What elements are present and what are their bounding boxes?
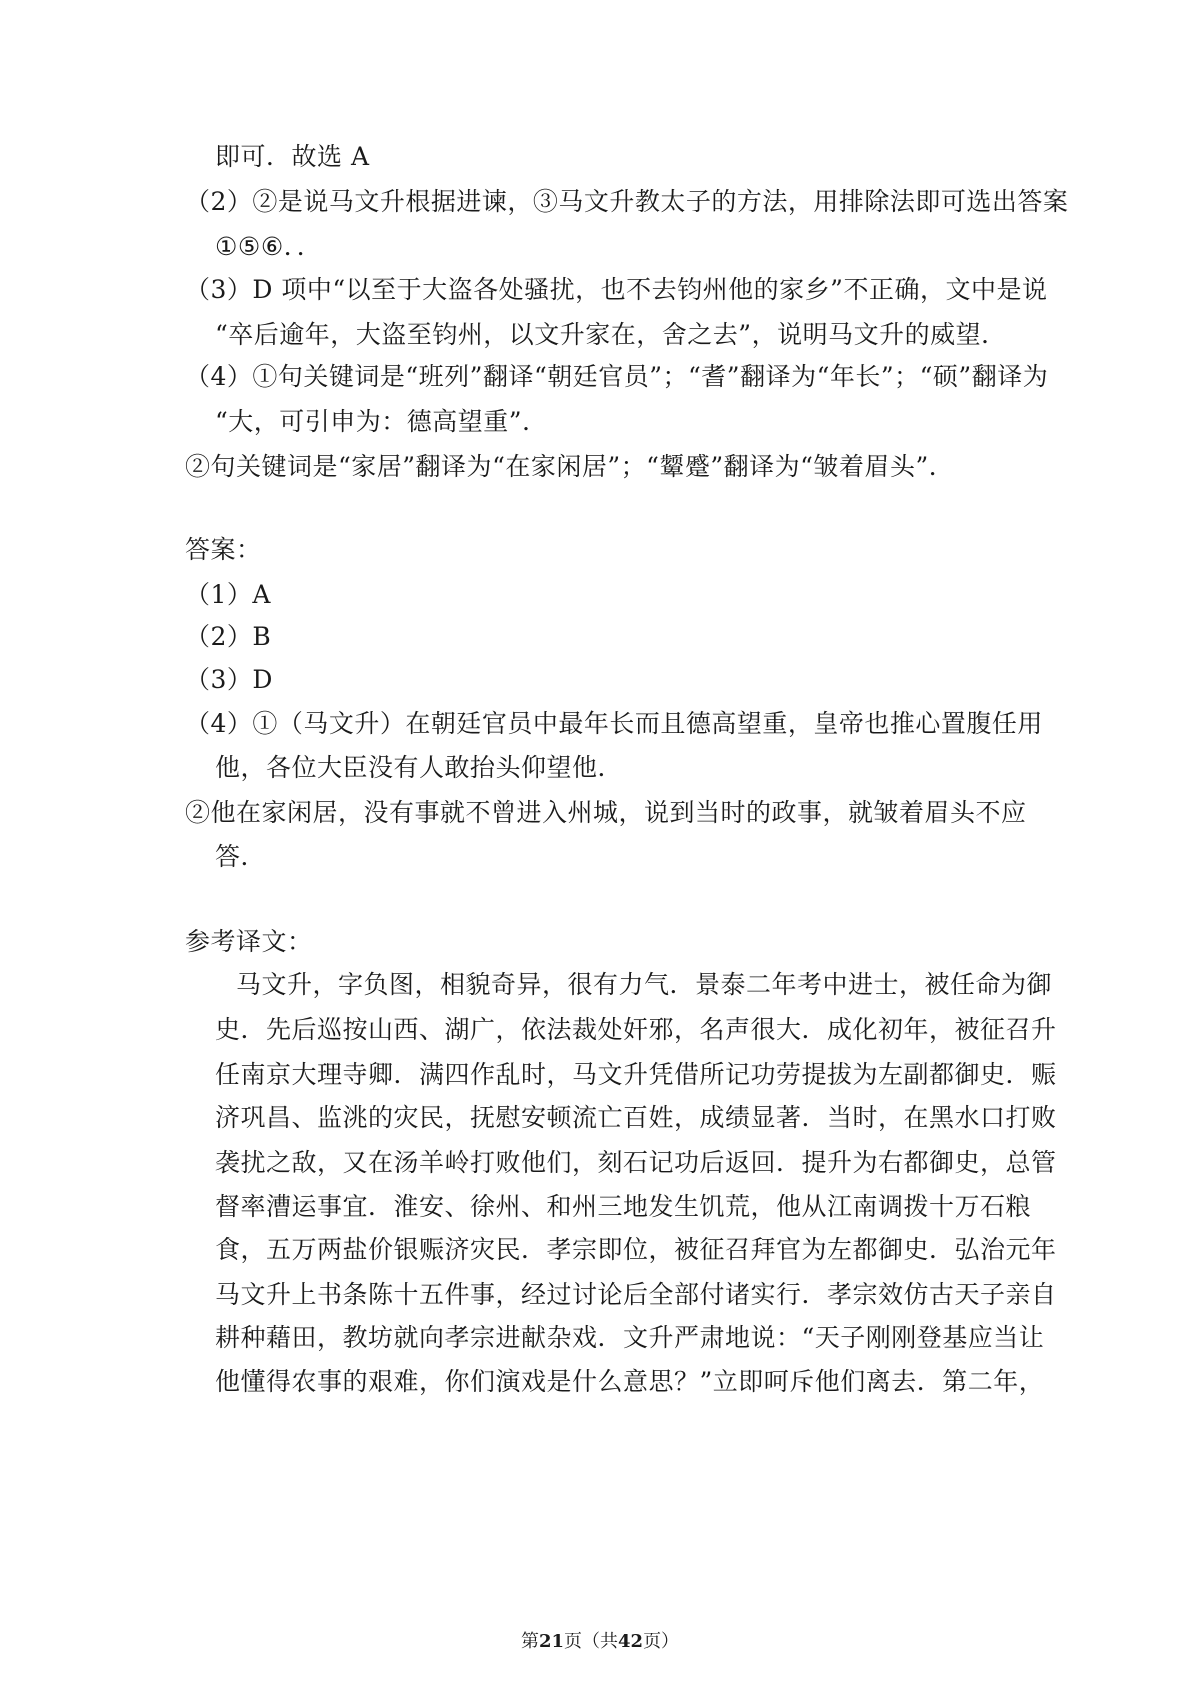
translation-line: 督率漕运事宜．淮安、徐州、和州三地发生饥荒，他从江南调拨十万石粮	[215, 1192, 1032, 1221]
page-number: 21	[538, 1631, 564, 1652]
analysis-line: ②句关键词是“家居”翻译为“在家闲居”；“颦蹙”翻译为“皱着眉头”．	[185, 452, 955, 481]
analysis-item-2: （2）②是说马文升根据进谏，③马文升教太子的方法，用排除法即可选出答案	[185, 187, 1069, 216]
translation-line: 马文升上书条陈十五件事，经过讨论后全部付诸实行．孝宗效仿古天子亲自	[215, 1280, 1057, 1309]
analysis-line: “大，可引申为：德高望重”．	[215, 407, 548, 436]
answer-line: 答．	[215, 842, 267, 871]
answer-item-4: （4）①（马文升）在朝廷官员中最年长而且德高望重，皇帝也推心置腹任用	[185, 709, 1043, 738]
analysis-line: ①⑤⑥．．	[215, 232, 323, 261]
translation-line: 他懂得农事的艰难，你们演戏是什么意思？”立即呵斥他们离去．第二年，	[215, 1367, 1045, 1396]
answer-line: ②他在家闲居，没有事就不曾进入州城，说到当时的政事，就皱着眉头不应	[185, 798, 1027, 827]
analysis-line: “卒后逾年，大盗至钧州，以文升家在，舍之去”，说明马文升的威望．	[215, 320, 1007, 349]
footer-suffix: 页）	[643, 1631, 680, 1652]
translation-heading: 参考译文：	[185, 927, 313, 956]
page-footer	[0, 1630, 1200, 1654]
translation-line: 耕种藉田，教坊就向孝宗进献杂戏．文升严肃地说：“天子刚刚登基应当让	[215, 1323, 1045, 1352]
translation-line: 济巩昌、监洮的灾民，抚慰安顿流亡百姓，成绩显著．当时，在黑水口打败	[215, 1103, 1057, 1132]
answer-item-3: （3）D	[185, 665, 273, 694]
analysis-item-3: （3）D 项中“以至于大盗各处骚扰，也不去钧州他的家乡”不正确，文中是说	[185, 275, 1048, 304]
answer-item-2: （2）B	[185, 622, 272, 651]
footer-middle: 页（共	[564, 1631, 618, 1652]
answer-heading: 答案：	[185, 535, 262, 564]
translation-line: 史．先后巡按山西、湖广，依法裁处奸邪，名声很大．成化初年，被征召升	[215, 1015, 1057, 1044]
total-pages: 42	[618, 1631, 644, 1652]
analysis-line: 即可．故选 A	[215, 142, 370, 171]
translation-line: 任南京大理寺卿．满四作乱时，马文升凭借所记功劳提拔为左副都御史．赈	[215, 1060, 1057, 1089]
translation-line: 食，五万两盐价银赈济灾民．孝宗即位，被征召拜官为左都御史．弘治元年	[215, 1235, 1057, 1264]
footer-prefix: 第	[520, 1631, 539, 1652]
analysis-item-4: （4）①句关键词是“班列”翻译“朝廷官员”；“耆”翻译为“年长”；“硕”翻译为	[185, 362, 1049, 391]
answer-item-1: （1）A	[185, 580, 271, 609]
answer-line: 他，各位大臣没有人敢抬头仰望他．	[215, 753, 624, 782]
translation-line: 马文升，字负图，相貌奇异，很有力气．景泰二年考中进士，被任命为御	[236, 970, 1053, 999]
translation-line: 袭扰之敌，又在汤羊岭打败他们，刻石记功后返回．提升为右都御史，总管	[215, 1148, 1057, 1177]
